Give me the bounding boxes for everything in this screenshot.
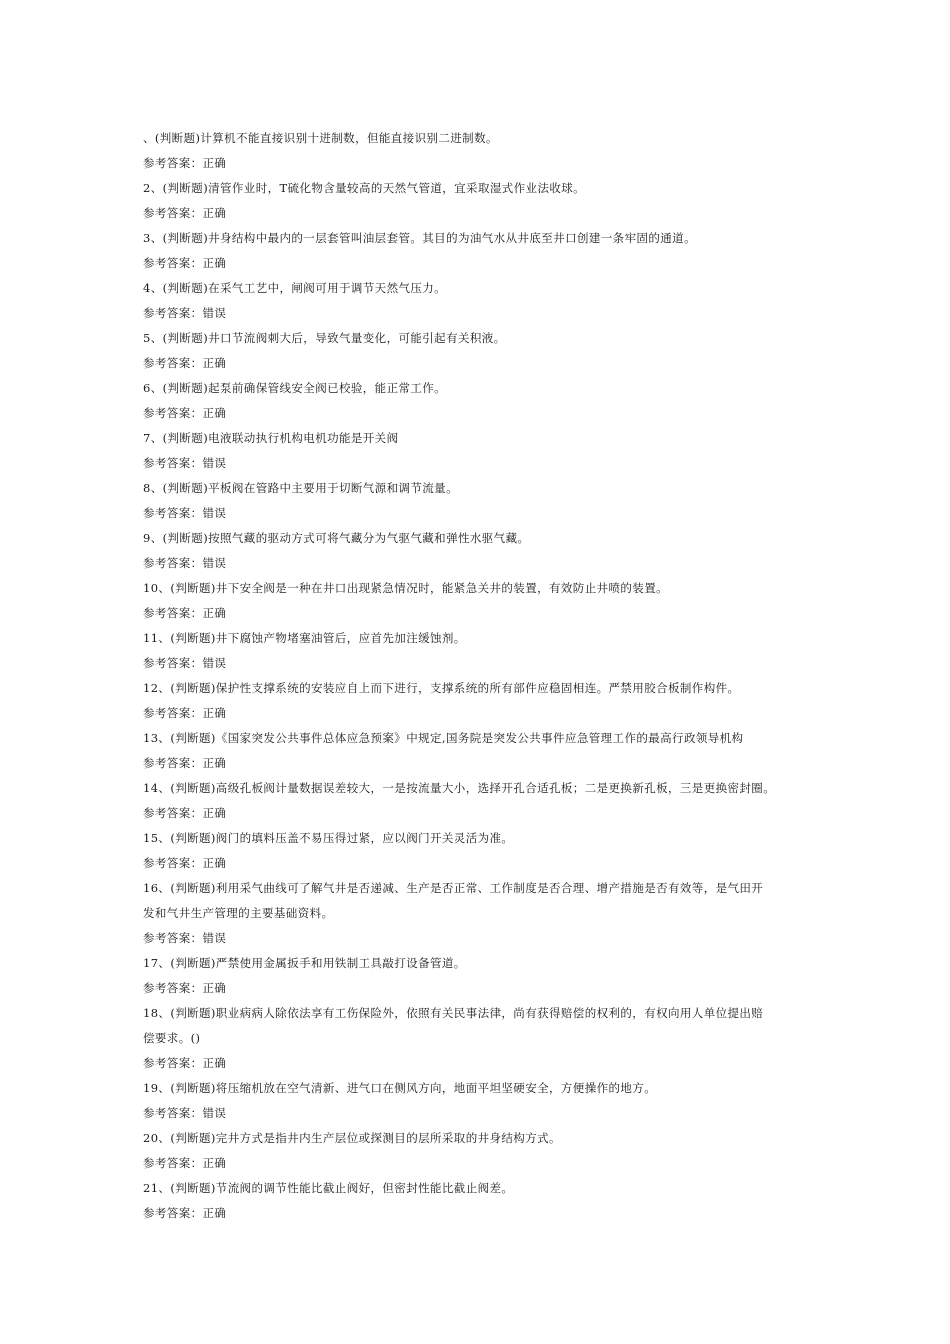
question-text: 12、(判断题)保护性支撑系统的安装应自上而下进行，支撑系统的所有部件应稳固相连。严禁用胶合板制作构件。 <box>143 681 740 695</box>
answer-prefix: 参考答案： <box>143 1206 203 1220</box>
answer-value: 正确 <box>202 206 227 220</box>
question-item <box>143 476 813 526</box>
question-text: 13、(判断题)《国家突发公共事件总体应急预案》中规定,国务院是突发公共事件应急管理工作的最高行政领导机构 <box>143 731 744 745</box>
question-item <box>143 726 813 776</box>
question-item <box>143 776 813 826</box>
question-text: 15、(判断题)阀门的填料压盖不易压得过紧，应以阀门开关灵活为准。 <box>143 831 514 845</box>
answer-line <box>143 601 813 626</box>
answer-prefix: 参考答案： <box>143 406 203 420</box>
question-text: 10、(判断题)井下安全阀是一种在井口出现紧急情况时，能紧急关井的装置，有效防止井喷的装置。 <box>143 581 669 595</box>
answer-line <box>143 1051 813 1076</box>
answer-value: 错误 <box>202 506 227 520</box>
question-item <box>143 376 813 426</box>
answer-line <box>143 201 813 226</box>
answer-line <box>143 801 813 826</box>
answer-value: 正确 <box>202 756 227 770</box>
question-text: 20、(判断题)完井方式是指井内生产层位或探测目的层所采取的井身结构方式。 <box>143 1131 561 1145</box>
answer-prefix: 参考答案： <box>143 556 203 570</box>
answer-prefix: 参考答案： <box>143 656 203 670</box>
answer-value: 错误 <box>202 656 227 670</box>
answer-value: 正确 <box>202 856 227 870</box>
answer-value: 正确 <box>202 1056 227 1070</box>
answer-line <box>143 151 813 176</box>
answer-value: 错误 <box>202 456 227 470</box>
answer-value: 正确 <box>202 406 227 420</box>
question-text: 偿要求。() <box>143 1031 201 1045</box>
answer-line <box>143 351 813 376</box>
answer-line <box>143 701 813 726</box>
question-text: 16、(判断题)利用采气曲线可了解气井是否递减、生产是否正常、工作制度是否合理、增产措施是否有效等，是气田开 <box>143 881 764 895</box>
answer-prefix: 参考答案： <box>143 706 203 720</box>
question-item <box>143 326 813 376</box>
answer-prefix: 参考答案： <box>143 606 203 620</box>
answer-prefix: 参考答案： <box>143 456 203 470</box>
answer-line <box>143 1101 813 1126</box>
question-item <box>143 1126 813 1176</box>
answer-prefix: 参考答案： <box>143 206 203 220</box>
question-item <box>143 576 813 626</box>
answer-value: 正确 <box>202 981 227 995</box>
answer-prefix: 参考答案： <box>143 931 203 945</box>
answer-line <box>143 751 813 776</box>
question-item <box>143 526 813 576</box>
question-list <box>143 126 813 1226</box>
question-item <box>143 226 813 276</box>
question-item <box>143 1176 813 1226</box>
question-text: 9、(判断题)按照气藏的驱动方式可将气藏分为气驱气藏和弹性水驱气藏。 <box>143 531 530 545</box>
question-text: 5、(判断题)井口节流阀刺大后，导致气量变化，可能引起有关积液。 <box>143 331 506 345</box>
answer-line <box>143 926 813 951</box>
question-text: 21、(判断题)节流阀的调节性能比截止阀好，但密封性能比截止阀差。 <box>143 1181 514 1195</box>
question-item <box>143 876 813 951</box>
question-text: 8、(判断题)平板阀在管路中主要用于切断气源和调节流量。 <box>143 481 458 495</box>
answer-prefix: 参考答案： <box>143 256 203 270</box>
question-text: 2、(判断题)清管作业时，T硫化物含量较高的天然气管道，宜采取湿式作业法收球。 <box>143 181 586 195</box>
answer-prefix: 参考答案： <box>143 806 203 820</box>
question-item <box>143 826 813 876</box>
question-text: 4、(判断题)在采气工艺中，闸阀可用于调节天然气压力。 <box>143 281 447 295</box>
answer-value: 正确 <box>202 256 227 270</box>
answer-prefix: 参考答案： <box>143 1106 203 1120</box>
answer-value: 正确 <box>202 156 227 170</box>
answer-prefix: 参考答案： <box>143 1156 203 1170</box>
question-text: 19、(判断题)将压缩机放在空气清新、进气口在侧风方向，地面平坦坚硬安全，方便操作的地方。 <box>143 1081 657 1095</box>
answer-line <box>143 451 813 476</box>
answer-value: 正确 <box>202 606 227 620</box>
answer-prefix: 参考答案： <box>143 506 203 520</box>
answer-value: 正确 <box>202 706 227 720</box>
answer-prefix: 参考答案： <box>143 356 203 370</box>
answer-line <box>143 651 813 676</box>
answer-line <box>143 501 813 526</box>
answer-line <box>143 551 813 576</box>
question-text: 3、(判断题)井身结构中最内的一层套管叫油层套管。其目的为油气水从井底至井口创建一条牢固的通道。 <box>143 231 696 245</box>
answer-prefix: 参考答案： <box>143 306 203 320</box>
answer-value: 错误 <box>202 1106 227 1120</box>
answer-prefix: 参考答案： <box>143 981 203 995</box>
question-item <box>143 676 813 726</box>
answer-prefix: 参考答案： <box>143 1056 203 1070</box>
answer-value: 错误 <box>202 931 227 945</box>
answer-prefix: 参考答案： <box>143 856 203 870</box>
question-text: 11、(判断题)井下腐蚀产物堵塞油管后，应首先加注缓蚀剂。 <box>143 631 466 645</box>
answer-value: 正确 <box>202 1206 227 1220</box>
answer-value: 错误 <box>202 306 227 320</box>
question-item <box>143 1076 813 1126</box>
answer-prefix: 参考答案： <box>143 156 203 170</box>
question-text: 14、(判断题)高级孔板阀计量数据误差较大，一是按流量大小，选择开孔合适孔板；二是更换新孔板，三是更换密封圈。 <box>143 781 776 795</box>
question-text: 18、(判断题)职业病病人除依法享有工伤保险外，依照有关民事法律，尚有获得赔偿的权利的，有权向用人单位提出赔 <box>143 1006 764 1020</box>
question-text: 17、(判断题)严禁使用金属扳手和用铁制工具敲打设备管道。 <box>143 956 466 970</box>
answer-value: 错误 <box>202 556 227 570</box>
answer-prefix: 参考答案： <box>143 756 203 770</box>
question-text: 7、(判断题)电液联动执行机构电机功能是开关阀 <box>143 431 399 445</box>
answer-line <box>143 401 813 426</box>
answer-value: 正确 <box>202 1156 227 1170</box>
question-item <box>143 1001 813 1076</box>
answer-value: 正确 <box>202 356 227 370</box>
answer-line <box>143 851 813 876</box>
question-item <box>143 626 813 676</box>
question-text: 发和气井生产管理的主要基础资料。 <box>143 906 334 920</box>
question-item <box>143 951 813 1001</box>
answer-line <box>143 251 813 276</box>
question-item <box>143 426 813 476</box>
question-item <box>143 176 813 226</box>
answer-line <box>143 1151 813 1176</box>
answer-line <box>143 1201 813 1226</box>
question-text: 、(判断题)计算机不能直接识别十进制数，但能直接识别二进制数。 <box>143 131 498 145</box>
answer-line <box>143 976 813 1001</box>
question-item <box>143 126 813 176</box>
question-text: 6、(判断题)起泵前确保管线安全阀已校验，能正常工作。 <box>143 381 447 395</box>
question-item <box>143 276 813 326</box>
answer-line <box>143 301 813 326</box>
answer-value: 正确 <box>202 806 227 820</box>
